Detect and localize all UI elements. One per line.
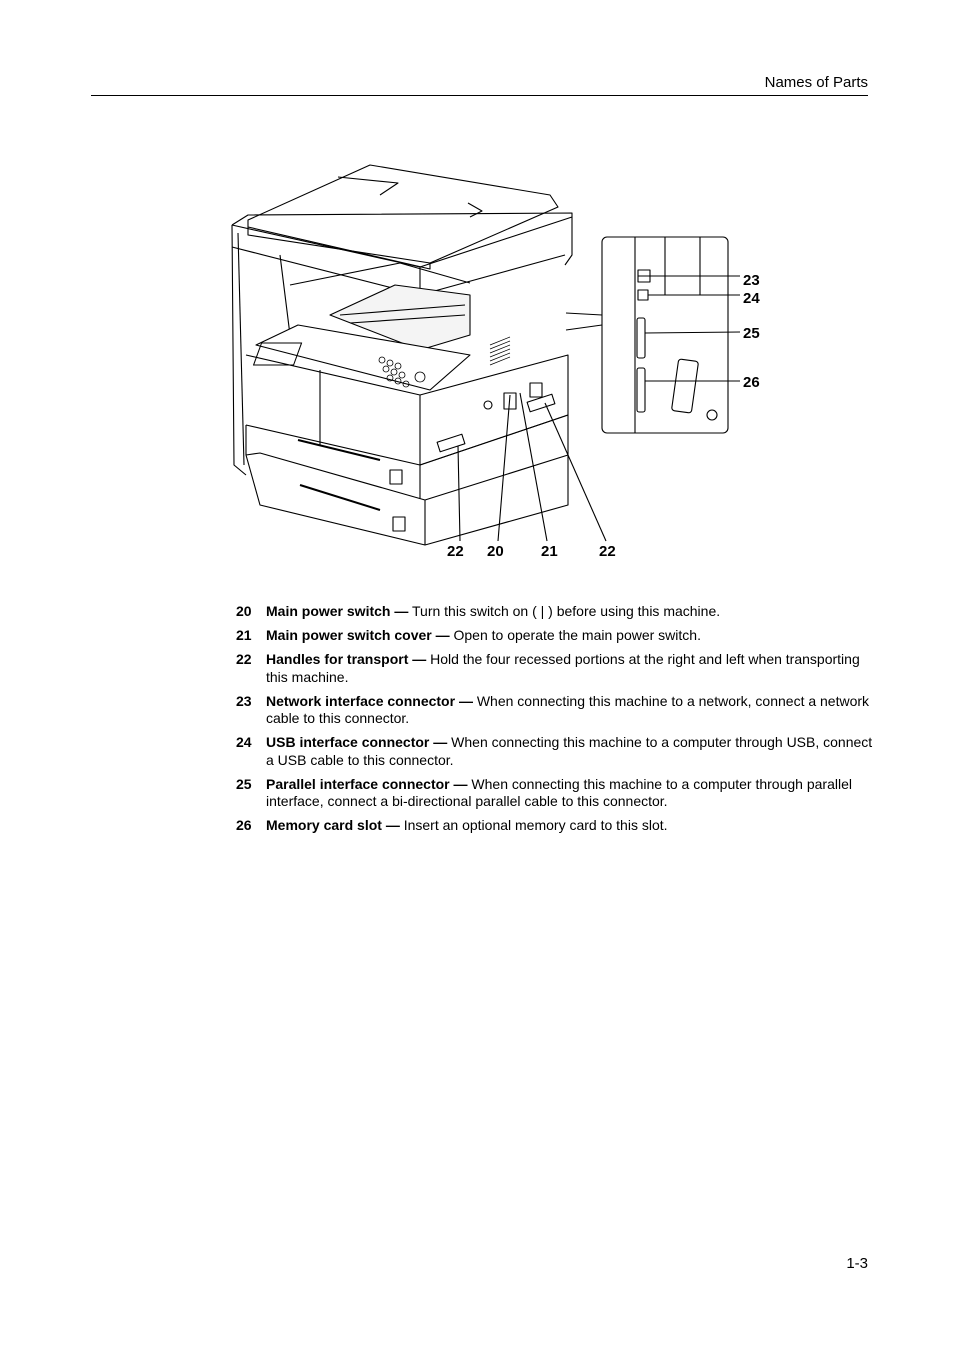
part-description: When connecting this machine to a network, connect a network cable to this connector. (266, 692, 870, 726)
page-number: 1-3 (846, 1255, 868, 1272)
part-description: Open to operate the main power switch. (449, 627, 701, 643)
part-description: Turn this switch on ( | ) before using this machine. (408, 603, 721, 619)
part-number: 23 (236, 692, 252, 709)
part-name: Main power switch cover — (266, 627, 450, 643)
part-name: Memory card slot — (266, 817, 400, 833)
part-number: 21 (236, 627, 252, 643)
callout-26: 26 (743, 374, 760, 391)
part-name: Main power switch — (266, 603, 409, 619)
part-item-23 (236, 693, 876, 728)
part-name: USB interface connector — (266, 734, 448, 750)
part-number: 26 (236, 817, 252, 833)
callout-22-left: 22 (447, 543, 464, 560)
parts-list (236, 603, 876, 841)
callout-21: 21 (541, 543, 558, 560)
part-number: 25 (236, 775, 252, 792)
part-item-26 (236, 817, 876, 835)
part-description: Hold the four recessed portions at the right and left when transporting this machine. (266, 651, 860, 685)
part-item-21 (236, 627, 876, 645)
running-header-title: Names of Parts (764, 74, 868, 91)
callout-25: 25 (743, 325, 760, 342)
callout-22-right: 22 (599, 543, 616, 560)
part-number: 20 (236, 603, 252, 619)
callout-23: 23 (743, 272, 760, 289)
copier-illustration (220, 155, 760, 570)
callout-20: 20 (487, 543, 504, 560)
part-description: Insert an optional memory card to this slot. (399, 817, 668, 833)
copier-line-drawing (220, 155, 760, 570)
part-item-20 (236, 603, 876, 621)
callout-24: 24 (743, 290, 760, 307)
part-number: 24 (236, 734, 252, 750)
part-name: Handles for transport — (266, 651, 427, 667)
part-description: When connecting this machine to a computer through USB, connect a USB cable to this connector. (266, 734, 873, 768)
part-description: When connecting this machine to a computer through parallel interface, connect a bi-directional parallel cable to this connector. (266, 775, 852, 809)
part-item-25 (236, 776, 876, 811)
part-name: Network interface connector — (266, 692, 473, 709)
part-name: Parallel interface connector — (266, 775, 468, 792)
part-number: 22 (236, 651, 252, 667)
part-item-24 (236, 734, 876, 769)
part-item-22 (236, 651, 876, 686)
header-rule (91, 95, 868, 96)
